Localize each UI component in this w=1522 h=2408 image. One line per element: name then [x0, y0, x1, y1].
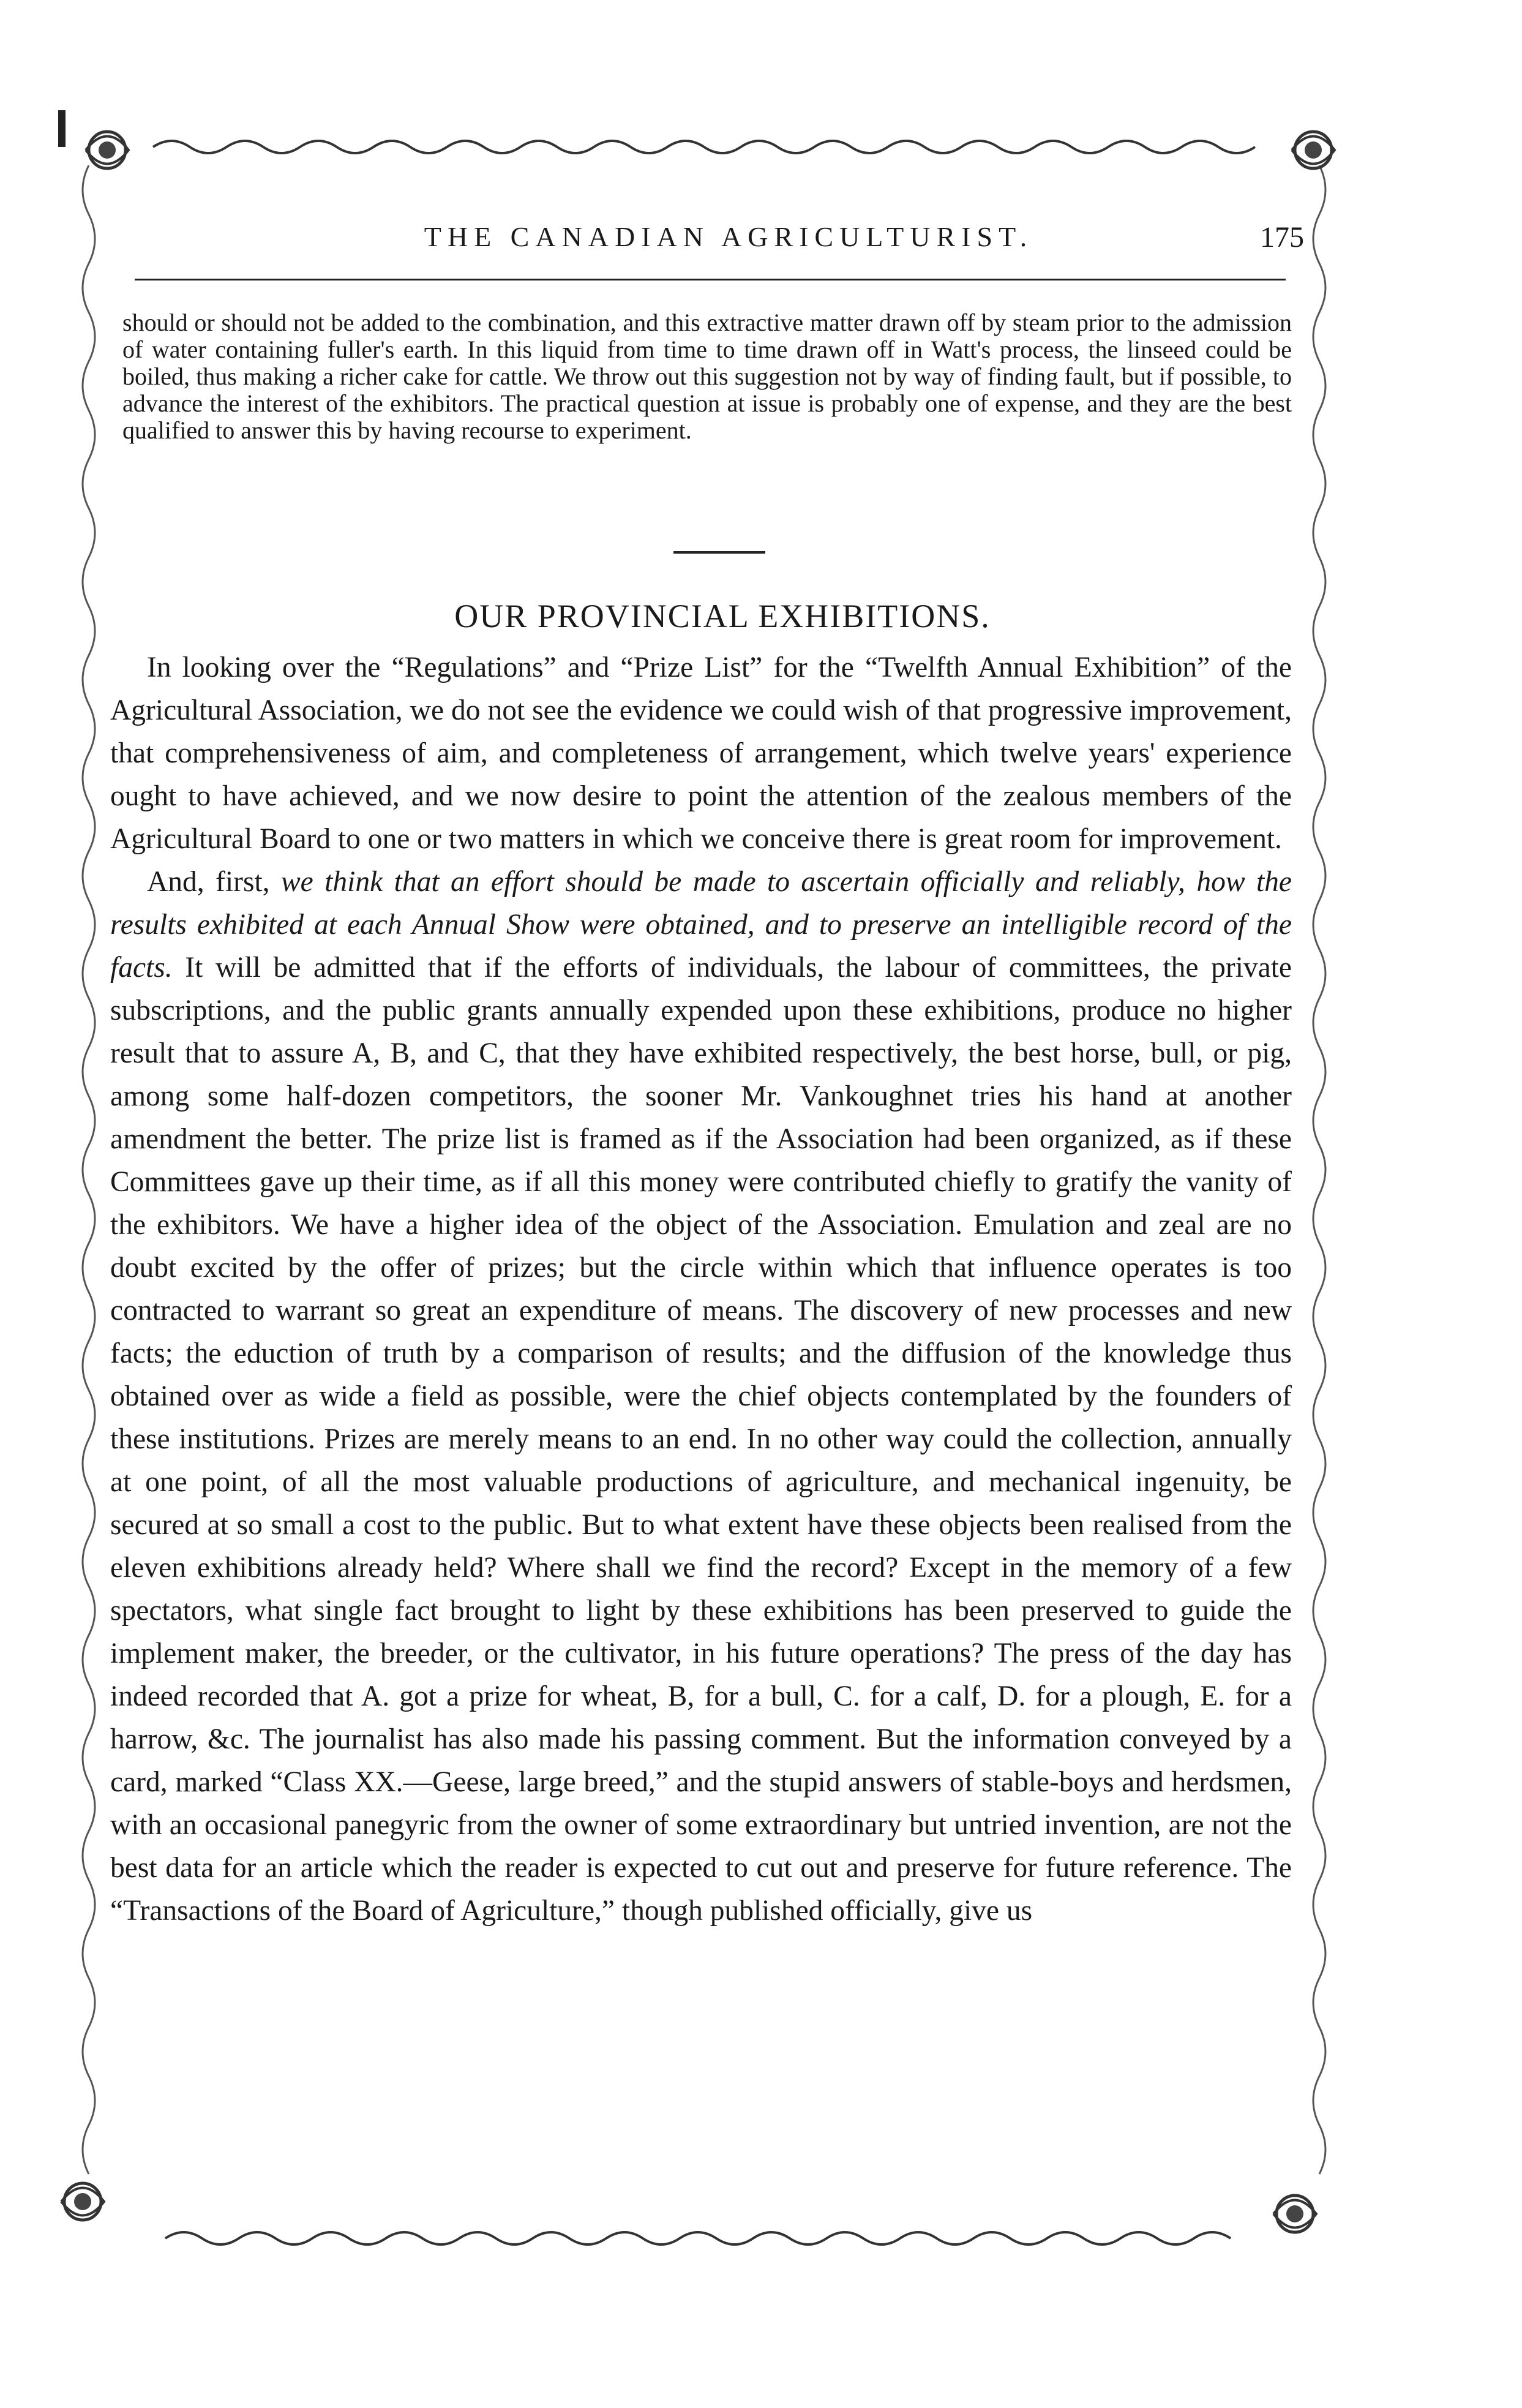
running-title: THE CANADIAN AGRICULTURIST. [424, 221, 1033, 252]
paragraph-2-body: It will be admitted that if the efforts of individuals, the labour of committees, the private subscriptions, and the public grants annually expended upon these exhibitions, produce no higher result that to assure A, B, and C, that they have exhibited respectively, the best horse, bull, or pig, among some half-dozen competitors, the sooner Mr. Vankoughnet tries his hand at another amendment the better. The prize list is framed as if the Association had been organized, as if these Committees gave up their time, as if all this money were contributed chiefly to gratify the vanity of the exhibitors. We have a higher idea of the object of the Association. Emulation and zeal are no doubt excited by the offer of prizes; but the circle within which that influence operates is too contracted to warrant so great an expenditure of means. The discovery of new processes and new facts; the eduction of truth by a comparison of results; and the diffusion of the knowledge thus obtained over as wide a field as possible, were the chief objects contemplated by the founders of these institutions. Prizes are merely means to an end. In no other way could the collection, annually at one point, of all the most valuable productions of agriculture, and mechanical ingenuity, be secured at so small a cost to the public. But to what extent have these objects been realised from the eleven exhibitions already held? Where shall we find the record? Except in the memory of a few spectators, what single fact brought to light by these exhibitions has been preserved to guide the implement maker, the breeder, or the cultivator, in his future operations? The press of the day has indeed recorded that A. got a prize for wheat, B, for a bull, C. for a calf, D. for a plough, E. for a harrow, &c. The journalist has also made his passing comment. But the information conveyed by a card, marked “Class XX.—Geese, large breed,” and the stupid answers of stable-boys and herdsmen, with an occasional panegyric from the owner of some extraordinary but untried invention, are not the best data for an article which the reader is expected to cut out and preserve for future reference. The “Transactions of the Board of Agriculture,” though published officially, give us [110, 952, 1292, 1927]
article-body [110, 646, 1292, 1932]
paragraph-2-lead: And, first, [147, 866, 270, 898]
corner-ornament-icon [1261, 2180, 1329, 2248]
top-ornament-border [80, 122, 1353, 165]
section-title: OUR PROVINCIAL EXHIBITIONS. [454, 598, 991, 634]
running-head [135, 220, 1322, 263]
corner-ornament-icon [1280, 116, 1347, 184]
section-divider [673, 551, 765, 554]
corner-ornament-icon [73, 116, 141, 184]
left-ornament-border [67, 165, 110, 2217]
continued-paragraph: should or should not be added to the combination, and this extractive matter drawn off by steam prior to the admission of water containing fuller's earth. In this liquid from time to time drawn off in Watt's process, the linseed could be boiled, thus making a richer cake for cattle. We throw out this suggestion not by way of finding fault, but if possible, to advance the interest of the exhibitors. The practical question at issue is probably one of expense, and they are the best qualified to answer this by having recourse to experiment. [122, 309, 1292, 444]
right-ornament-border [1298, 165, 1341, 2217]
header-rule [135, 279, 1286, 280]
corner-ornament-icon [49, 2168, 116, 2235]
margin-mark [58, 110, 66, 147]
paragraph-2-italic: we think that an effort should be made to ascertain officially and reliably, how the results exhibited at each Annual Show were obtained, and to preserve an intelligible record of the facts. [110, 866, 1292, 984]
paragraph-1: In looking over the “Regulations” and “Prize List” for the “Twelfth Annual Exhibition” of the Agricultural Association, we do not see the evidence we could wish of that progressive improvement, that comprehensiveness of aim, and completeness of arrangement, which twelve years' experience ought to have achieved, and we now desire to point the attention of the zealous members of the Agricultural Board to one or two matters in which we conceive there is great room for improvement. [110, 652, 1292, 855]
page-number: 175 [1260, 221, 1304, 254]
bottom-ornament-border [80, 2217, 1353, 2260]
paragraph-2 [110, 860, 1292, 1932]
